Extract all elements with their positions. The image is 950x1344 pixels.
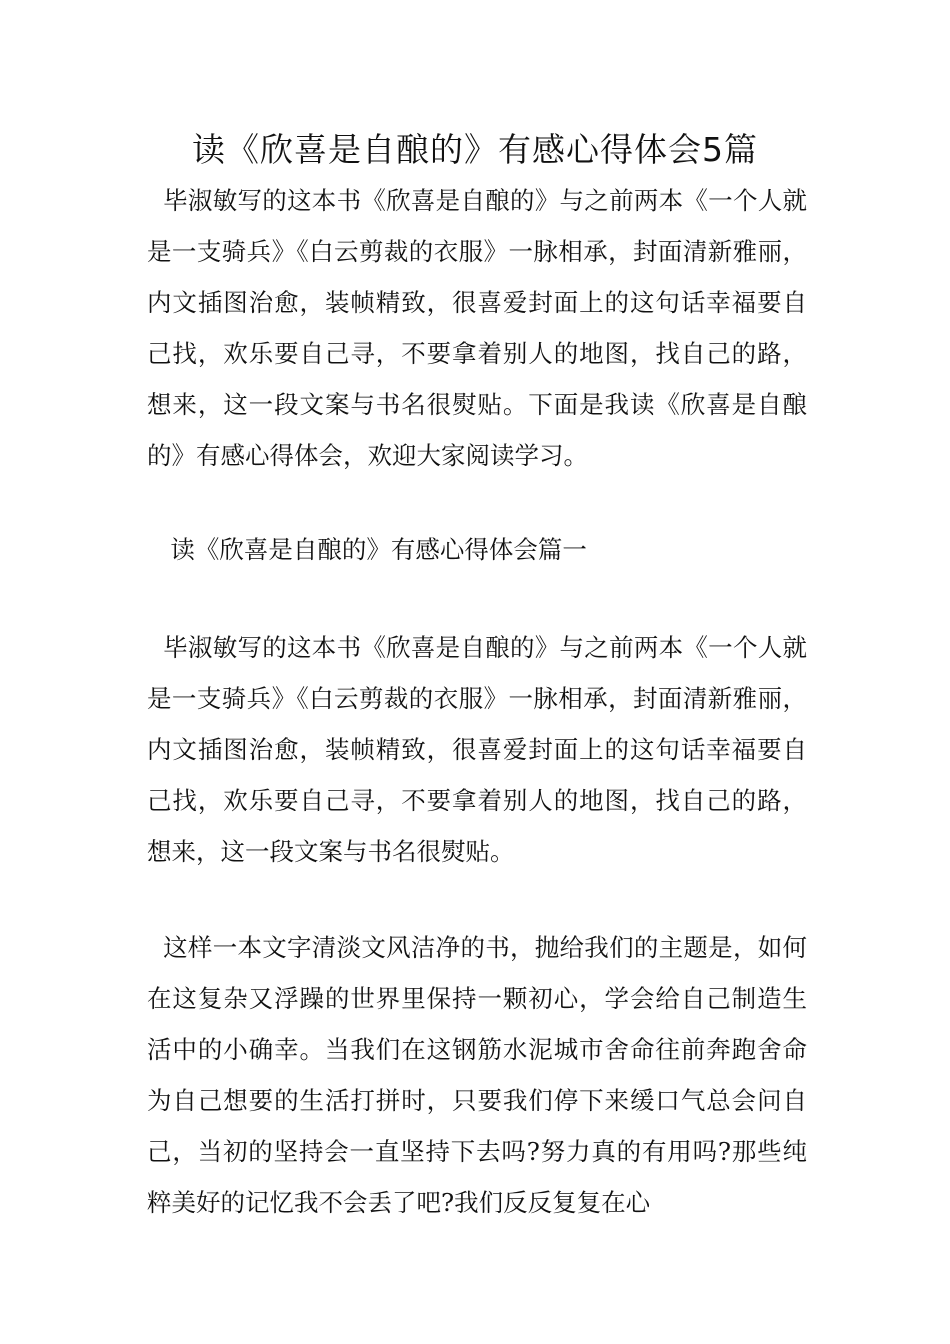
section-heading: 读《欣喜是自酿的》有感心得体会篇一	[147, 535, 587, 564]
section-paragraph-2: 这样一本文字清淡文风洁净的书，抛给我们的主题是，如何在这复杂又浮躁的世界里保持一颗初心，学会给自己制造生活中的小确幸。当我们在这钢筋水泥城市舍命往前奔跑舍命为自己想要的生活打拼时，只要我们停下来缓口气总会问自己，当初的坚持会一直坚持下去吗?努力真的有用吗?那些纯粹美好的记忆我不会丢了吧?我们反反复复在心	[147, 933, 808, 1217]
document-title: 读《欣喜是自酿的》有感心得体会5篇	[192, 130, 758, 169]
intro-paragraph: 毕淑敏写的这本书《欣喜是自酿的》与之前两本《一个人就是一支骑兵》《白云剪裁的衣服》一脉相承，封面清新雅丽，内文插图治愈，装帧精致，很喜爱封面上的这句话幸福要自己找，欢乐要自己寻，不要拿着别人的地图，找自己的路，想来，这一段文案与书名很熨贴。下面是我读《欣喜是自酿的》有感心得体会，欢迎大家阅读学习。	[147, 186, 808, 470]
section-paragraph-1: 毕淑敏写的这本书《欣喜是自酿的》与之前两本《一个人就是一支骑兵》《白云剪裁的衣服》一脉相承，封面清新雅丽，内文插图治愈，装帧精致，很喜爱封面上的这句话幸福要自己找，欢乐要自己寻，不要拿着别人的地图，找自己的路，想来，这一段文案与书名很熨贴。	[147, 633, 808, 866]
